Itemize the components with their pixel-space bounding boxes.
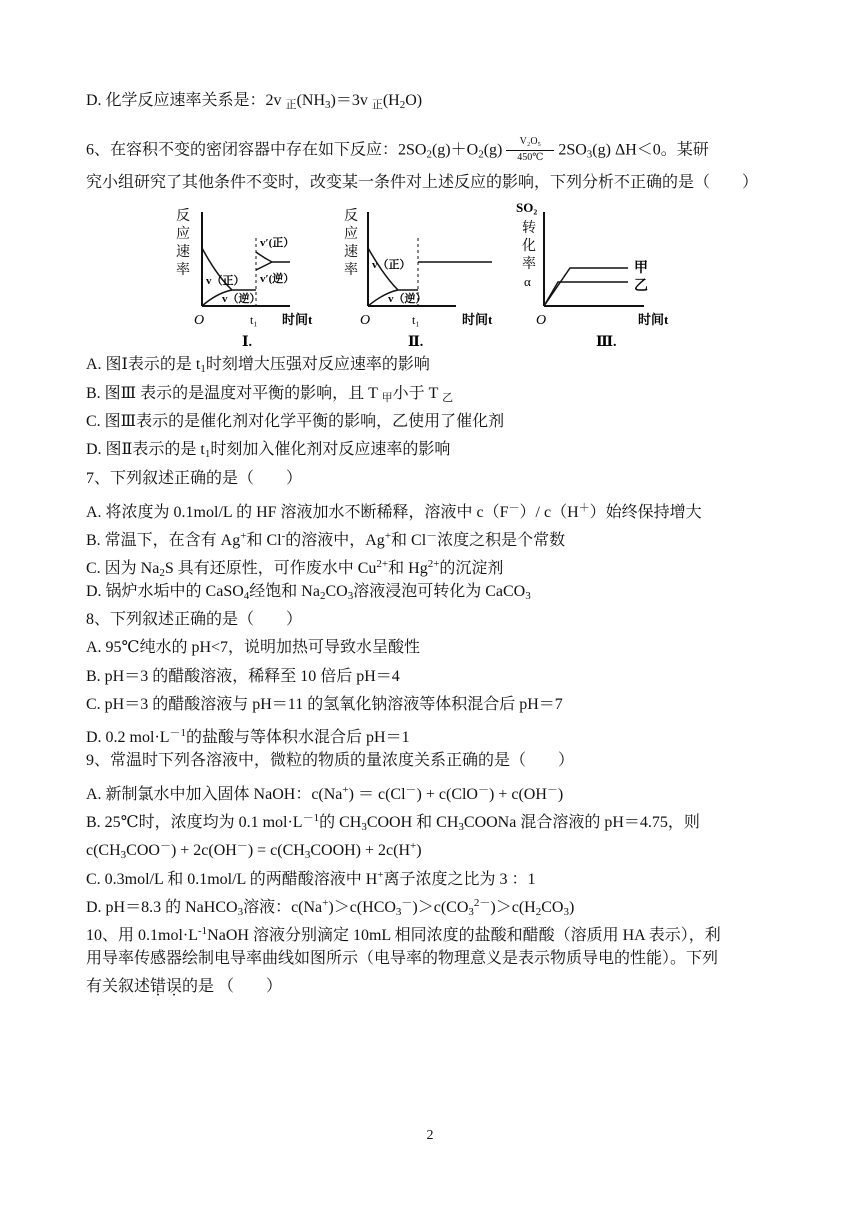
text: A. 图Ⅰ表示的是 t (86, 356, 201, 373)
superscript: － (405, 784, 417, 796)
text: 的 CH (319, 814, 362, 831)
q6-stem-line1 (86, 136, 709, 166)
text: C. 0.3mol/L 和 0.1mol/L 的两醋酸溶液中 H (86, 871, 378, 888)
superscript: + (410, 840, 417, 852)
ylabel-char: 率 (522, 257, 536, 272)
superscript: － (477, 784, 489, 796)
text: 6、在容积不变的密闭容器中存在如下反应：2SO (86, 141, 427, 159)
text: 浓度之积是个常数 (437, 532, 566, 549)
text: 溶液：c(Na (243, 899, 323, 916)
superscript: － (236, 840, 248, 852)
q9-option-c (86, 864, 536, 891)
superscript: ＋ (578, 502, 590, 514)
q8-option-b: B. pH＝3 的醋酸溶液，稀释至 10 倍后 pH＝4 (86, 668, 400, 685)
text: A. 将浓度为 0.1mol/L 的 HF 溶液加水不断稀释，溶液中 c（F (86, 504, 509, 521)
text: 和 Cl (391, 532, 427, 549)
figure-2 (344, 208, 493, 350)
superscript: － (426, 530, 438, 542)
ylabel-char: 率 (176, 263, 190, 278)
superscript: 2+ (427, 558, 440, 570)
text: CO (541, 899, 564, 916)
q8-option-d (86, 722, 410, 749)
vp-reverse-curve (256, 262, 272, 270)
text: )＝3v (330, 92, 372, 109)
t1-label: t₁ (250, 313, 258, 327)
curve-jia (544, 268, 628, 306)
text: 和 Cl (246, 532, 282, 549)
q7-option-c (86, 553, 503, 584)
text: ) (568, 899, 575, 916)
text: 经饱和 Na (249, 583, 320, 600)
ylabel-top: SO₂ (516, 200, 538, 215)
text: 时刻增大压强对反应速率的影响 (205, 356, 430, 373)
text: 溶液浸泡可转化为 CaCO (353, 583, 526, 600)
subscript: 2 (426, 148, 432, 161)
text: NaOH 溶液分别滴定 10mL 相同浓度的盐酸和醋酸（溶质用 HA 表示），利 (207, 927, 721, 944)
superscript: + (342, 784, 349, 796)
ylabel-char: 速 (176, 245, 190, 260)
text: 小于 T (392, 385, 443, 402)
text: 有关叙述 (86, 978, 151, 995)
text: D. 化学反应速率关系是：2v (86, 92, 286, 109)
ylabel-char: 率 (344, 263, 358, 278)
text: 10、用 0.1mol·L (86, 927, 198, 944)
subscript: 3 (347, 590, 354, 602)
subscript: 2 (399, 99, 406, 111)
subscript: 正 (285, 99, 297, 111)
superscript: － (546, 784, 558, 796)
subscript: 3 (586, 148, 593, 161)
text: (H (382, 92, 400, 109)
origin-label: O (360, 313, 371, 328)
text: )＞c(CO (412, 899, 469, 916)
t1-label: t₁ (412, 313, 420, 327)
text: ) (416, 842, 422, 859)
q6-option-c: C. 图Ⅲ表示的是催化剂对化学平衡的影响，乙使用了催化剂 (86, 413, 505, 430)
superscript: － (401, 897, 413, 909)
text: S 具有还原性，可作废水中 Cu (164, 560, 377, 577)
origin-label: O (536, 313, 547, 328)
text: COO (126, 842, 160, 859)
reaction-condition (506, 136, 554, 166)
subscript: 2 (319, 590, 326, 602)
text: )＞c(H (490, 899, 536, 916)
text: ) (557, 786, 564, 803)
q8-option-a: A. 95℃纯水的 pH<7，说明加热可导致水呈酸性 (86, 639, 421, 656)
q7-option-d (86, 581, 531, 607)
superscript: 2+ (376, 558, 389, 570)
superscript: - (281, 530, 286, 542)
q10-stem-line1 (86, 920, 721, 947)
subscript: 3 (458, 821, 464, 833)
q6-figures (172, 198, 690, 350)
text: ) = c(CH (247, 842, 305, 859)
subscript: 3 (563, 906, 569, 918)
subscript: 2 (478, 148, 484, 161)
subscript: 2 (535, 906, 542, 918)
page-number: 2 (426, 1128, 434, 1143)
text: D. 锅炉水垢中的 CaSO (86, 583, 244, 600)
q9-option-d (86, 892, 574, 923)
figure-3 (516, 200, 669, 350)
alpha-label: α (524, 274, 531, 289)
text: 2SO (558, 141, 587, 159)
text: B. 常温下，在含有 Ag (86, 532, 241, 549)
subscript: 1 (200, 363, 206, 375)
q6-option-d (86, 439, 450, 465)
figure-1 (176, 208, 313, 350)
superscript: －1 (169, 727, 187, 739)
origin-label: O (194, 313, 205, 328)
text: ）始终保持增大 (589, 504, 702, 521)
subscript: 3 (468, 906, 474, 918)
subscript: 3 (361, 821, 367, 833)
jia-label: 甲 (634, 261, 648, 276)
subscript: 乙 (442, 392, 454, 404)
subscript: 3 (395, 906, 402, 918)
superscript: + (240, 530, 247, 542)
superscript: -1 (198, 925, 208, 937)
text: B. 图Ⅲ 表示的是温度对平衡的影响，且 T (86, 385, 382, 402)
v-forward-label: v（正） (206, 275, 245, 287)
q7-option-a (86, 497, 702, 524)
temperature-label: 450℃ (517, 152, 544, 163)
text: )＞c(HCO (328, 899, 396, 916)
text: D. pH＝8.3 的 NaHCO (86, 899, 238, 916)
subscript: 3 (120, 849, 127, 861)
text: 的沉淀剂 (439, 560, 504, 577)
text: B. 25℃时，浓度均为 0.1 mol·L (86, 814, 303, 831)
text: COOH 和 CH (366, 814, 459, 831)
vp-reverse-label: v′(逆） (260, 273, 295, 285)
text: COONa 混合溶液的 pH＝4.75，则 (463, 814, 700, 831)
text: (g) ΔH＜0。某研 (592, 141, 709, 159)
text: (g) (483, 141, 503, 159)
curve-yi (544, 282, 628, 306)
figure-number: Ⅰ. (242, 335, 253, 350)
ylabel-char: 速 (344, 245, 358, 260)
text: c(CH (86, 842, 121, 859)
text: ) + c(OH (488, 786, 547, 803)
q7-stem: 7、下列叙述正确的是（ ） (86, 470, 303, 487)
q8-option-c: C. pH＝3 的醋酸溶液与 pH＝11 的氢氧化钠溶液等体积混合后 pH＝7 (86, 696, 563, 713)
text: (NH (296, 92, 325, 109)
xlabel: 时间t (282, 312, 313, 327)
xlabel: 时间t (638, 312, 669, 327)
ylabel-char: 应 (176, 227, 190, 242)
q8-stem: 8、下列叙述正确的是（ ） (86, 611, 303, 628)
vp-forward-curve (256, 252, 290, 262)
text: 和 Hg (388, 560, 428, 577)
text: ) + c(ClO (416, 786, 478, 803)
q9-option-a (86, 779, 563, 806)
superscript: － (508, 502, 520, 514)
superscript: － (159, 840, 171, 852)
text: COOH) + 2c(H (310, 842, 411, 859)
text: (g)＋O (431, 141, 479, 159)
equilibrium-arrow (506, 150, 554, 151)
text: CO (325, 583, 348, 600)
emphasis-text: 错 (150, 978, 167, 995)
figure-number: Ⅲ. (596, 335, 617, 350)
text: A. 新制氯水中加入固体 NaOH：c(Na (86, 786, 343, 803)
superscript: + (377, 869, 384, 881)
subscript: 4 (243, 590, 250, 602)
superscript: + (384, 530, 392, 542)
q7-option-b (86, 525, 565, 552)
q10-stem-line3 (86, 976, 282, 998)
v-forward-label: v（正） (372, 259, 411, 271)
text: 的溶液中，Ag (285, 532, 385, 549)
ylabel-char: 反 (176, 209, 190, 224)
ylabel-char: 化 (522, 239, 536, 254)
subscript: 3 (325, 99, 331, 111)
xlabel: 时间t (462, 312, 493, 327)
subscript: 甲 (381, 392, 393, 404)
text: C. 因为 Na (86, 560, 160, 577)
v-reverse-label: v（逆） (388, 293, 427, 305)
vp-forward-label: v′(正） (260, 237, 295, 249)
q5-option-d (86, 90, 422, 116)
v-reverse-label: v（逆） (222, 293, 261, 305)
q6-option-a (86, 354, 430, 380)
text: 离子浓度之比为 3 ：1 (383, 871, 536, 888)
q9-stem: 9、常温时下列各溶液中，微粒的物质的量浓度关系正确的是（ ） (86, 752, 575, 769)
text: ）/ c（H (519, 504, 579, 521)
text: ) + 2c(OH (170, 842, 237, 859)
subscript: 3 (237, 906, 244, 918)
text: D. 0.2 mol·L (86, 729, 170, 746)
text: 的盐酸与等体积水混合后 pH＝1 (186, 729, 410, 746)
subscript: 3 (304, 849, 311, 861)
subscript: 1 (204, 448, 211, 460)
text: O) (405, 92, 423, 109)
subscript: 3 (525, 590, 531, 602)
superscript: 2－ (473, 897, 491, 909)
subscript: 正 (371, 99, 383, 111)
text: ) ＝ c(Cl (348, 786, 406, 803)
emphasis-text: 误 (166, 978, 183, 995)
ylabel-char: 反 (344, 209, 358, 224)
figure-number: Ⅱ. (408, 335, 424, 350)
superscript: －1 (302, 812, 320, 824)
q6-option-b (86, 383, 453, 409)
text: D. 图Ⅱ表示的是 t (86, 441, 205, 458)
ylabel-char: 应 (344, 227, 358, 242)
text: 时刻加入催化剂对反应速率的影响 (210, 441, 451, 458)
text: 的是 （ ） (182, 978, 283, 995)
q9-option-b-line1 (86, 807, 700, 838)
yi-label: 乙 (634, 279, 648, 294)
ylabel-char: 转 (522, 221, 536, 236)
q9-option-b-line2 (86, 835, 422, 866)
subscript: 2 (159, 567, 165, 579)
q6-stem-line2: 究小组研究了其他条件不变时，改变某一条件对上述反应的影响，下列分析不正确的是（ ） (86, 174, 759, 191)
q10-stem-line2: 用导率传感器绘制电导率曲线如图所示（电导率的物理意义是表示物质导电的性能）。下列 (86, 950, 719, 967)
superscript: + (322, 897, 329, 909)
catalyst-label: V₂O₅ (519, 136, 542, 147)
